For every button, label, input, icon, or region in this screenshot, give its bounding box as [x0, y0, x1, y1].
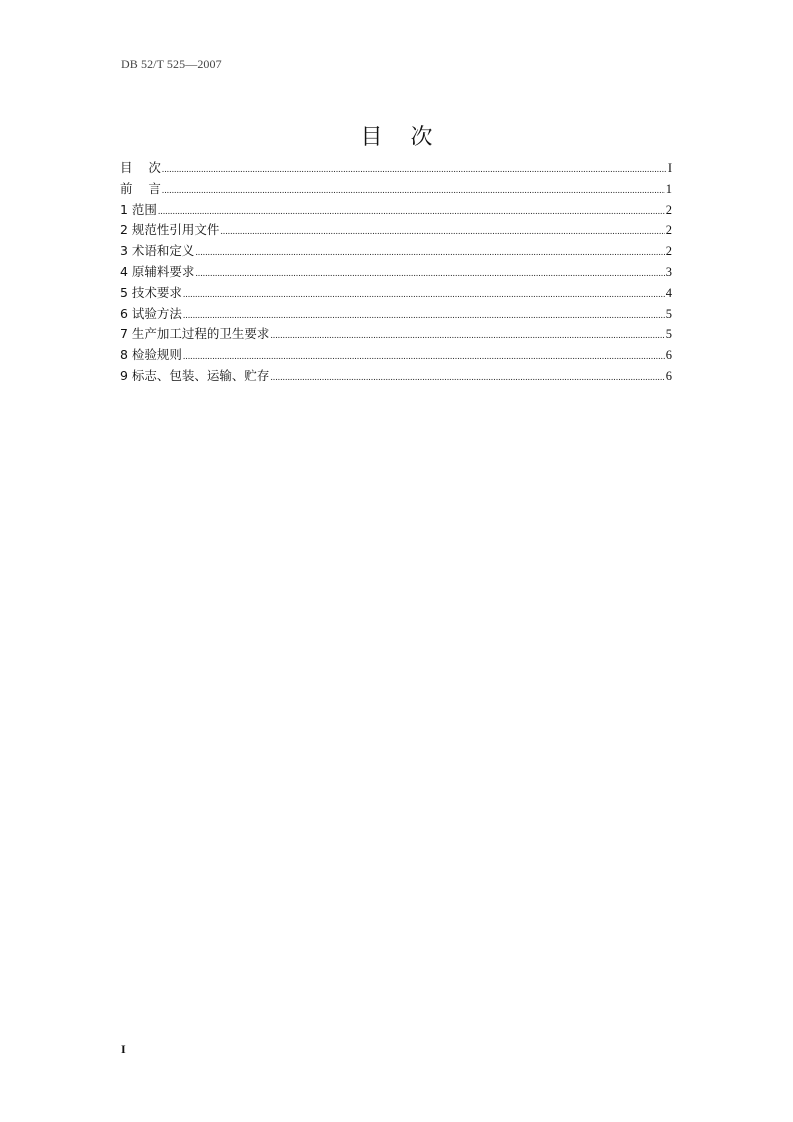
toc-page-number: 2 — [665, 223, 672, 238]
dot-leader — [183, 346, 665, 367]
toc-label: 1 范围 — [120, 201, 157, 217]
dot-leader — [162, 180, 665, 201]
table-of-contents — [120, 158, 672, 387]
toc-entry-scope[interactable] — [120, 200, 672, 221]
dot-leader — [183, 305, 665, 326]
toc-entry-technical-requirements[interactable] — [120, 283, 672, 304]
toc-page-number: 6 — [665, 368, 672, 383]
toc-entry-contents[interactable] — [120, 158, 672, 179]
dot-leader — [195, 263, 664, 284]
page-title: 目 次 — [360, 125, 433, 150]
toc-label: 3 术语和定义 — [120, 243, 195, 259]
dot-leader — [195, 242, 664, 263]
dot-leader — [183, 284, 665, 305]
toc-entry-marking-packaging[interactable] — [120, 366, 672, 387]
page-number: I — [121, 1042, 126, 1056]
toc-entry-terms-definitions[interactable] — [120, 241, 672, 262]
toc-entry-normative-references[interactable] — [120, 220, 672, 241]
toc-page-number: 5 — [665, 327, 672, 342]
dot-leader — [220, 221, 664, 242]
toc-label: 前 言 — [120, 180, 161, 196]
toc-page-number: 2 — [665, 202, 672, 217]
dot-leader — [162, 159, 667, 180]
toc-label: 4 原辅料要求 — [120, 263, 195, 279]
toc-entry-raw-materials[interactable] — [120, 262, 672, 283]
toc-label: 8 检验规则 — [120, 347, 182, 363]
toc-label: 2 规范性引用文件 — [120, 222, 220, 238]
toc-page-number: 3 — [665, 264, 672, 279]
toc-page-number: 4 — [665, 285, 672, 300]
toc-label: 目 次 — [120, 160, 161, 175]
toc-entry-inspection-rules[interactable] — [120, 345, 672, 366]
toc-label: 7 生产加工过程的卫生要求 — [120, 326, 270, 342]
toc-page-number: 1 — [665, 181, 672, 196]
toc-page-number: 5 — [665, 306, 672, 321]
dot-leader — [158, 201, 665, 222]
toc-entry-foreword[interactable] — [120, 179, 672, 200]
toc-page-number: I — [667, 161, 672, 175]
toc-page-number: 6 — [665, 348, 672, 363]
toc-label: 9 标志、包装、运输、贮存 — [120, 367, 270, 383]
toc-entry-hygiene-requirements[interactable] — [120, 324, 672, 345]
standard-code: DB 52/T 525—2007 — [121, 57, 222, 71]
toc-entry-test-methods[interactable] — [120, 304, 672, 325]
toc-label: 6 试验方法 — [120, 305, 182, 321]
dot-leader — [270, 325, 664, 346]
toc-label: 5 技术要求 — [120, 284, 182, 300]
dot-leader — [270, 367, 664, 388]
toc-page-number: 2 — [665, 244, 672, 259]
